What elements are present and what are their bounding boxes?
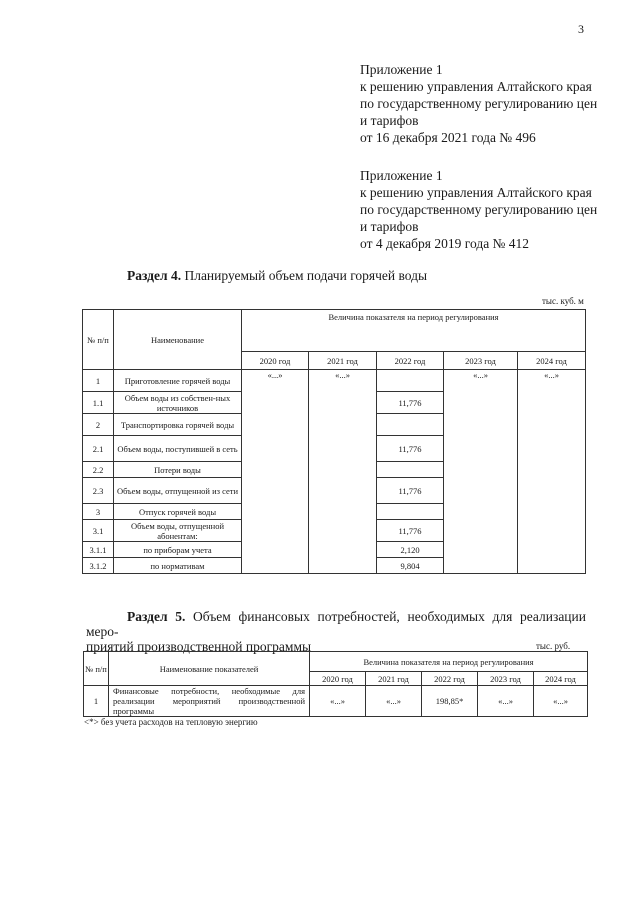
section4-title-bold: Раздел 4. — [127, 268, 182, 283]
row-name: Отпуск горячей воды — [114, 504, 242, 520]
annex-line: по государственному регулированию цен — [360, 96, 598, 111]
year-header: 2022 год — [377, 352, 444, 370]
row-num: 3.1 — [83, 520, 114, 542]
merged-value-2023: «...» — [444, 370, 518, 574]
row-name: Финансовые потребности, необходимые для реализации мероприятий производственной программы — [109, 686, 310, 717]
value-2022: 11,776 — [377, 478, 444, 504]
row-name: Объем воды, отпущенной абонентам: — [114, 520, 242, 542]
value-2022: 2,120 — [377, 542, 444, 558]
row-name: Объем воды из собствен-ных источников — [114, 392, 242, 414]
year-header: 2024 год — [534, 672, 588, 686]
row-num: 1.1 — [83, 392, 114, 414]
table-row — [83, 370, 586, 392]
row-name: Объем воды, отпущенной из сети — [114, 478, 242, 504]
section5-title-text: Объем финансовых потребностей, необходимых для реализации меро- — [86, 609, 586, 639]
value-2022: 11,776 — [377, 436, 444, 462]
page-number: 3 — [578, 22, 584, 36]
financial-needs-table — [83, 651, 588, 717]
row-name: Объем воды, поступившей в сеть — [114, 436, 242, 462]
col-num-header: № п/п — [83, 310, 114, 370]
annex-line: Приложение 1 — [360, 168, 443, 183]
year-header: 2020 год — [310, 672, 366, 686]
section5-title-bold: Раздел 5. — [127, 609, 186, 624]
annex-line: к решению управления Алтайского края — [360, 79, 592, 94]
merged-value-2024: «...» — [518, 370, 586, 574]
section5-unit: тыс. руб. — [536, 641, 571, 651]
annex-current — [360, 61, 597, 146]
row-num: 3 — [83, 504, 114, 520]
annex-line: и тарифов — [360, 219, 419, 234]
annex-line: от 16 декабря 2021 года № 496 — [360, 130, 536, 145]
footnote: <*> без учета расходов на тепловую энергию — [84, 717, 258, 727]
row-num: 1 — [84, 686, 109, 717]
year-header: 2020 год — [242, 352, 309, 370]
water-volume-table — [82, 309, 586, 574]
table-header-row — [83, 310, 586, 352]
year-header: 2022 год — [422, 672, 478, 686]
value-2022: 198,85* — [422, 686, 478, 717]
col-name-header: Наименование показателей — [109, 652, 310, 686]
value-2024: «...» — [534, 686, 588, 717]
row-num: 2.3 — [83, 478, 114, 504]
section5-title-line2: приятий производственной программы — [86, 639, 312, 654]
value-2023: «...» — [478, 686, 534, 717]
annex-line: и тарифов — [360, 113, 419, 128]
value-2022: 9,804 — [377, 558, 444, 574]
annex-line: к решению управления Алтайского края — [360, 185, 592, 200]
value-2022 — [377, 462, 444, 478]
value-2022: 11,776 — [377, 520, 444, 542]
row-num: 2.1 — [83, 436, 114, 462]
year-header: 2021 год — [309, 352, 377, 370]
section4-unit: тыс. куб. м — [542, 296, 584, 306]
table-row — [84, 686, 588, 717]
row-num: 3.1.1 — [83, 542, 114, 558]
row-num: 2 — [83, 414, 114, 436]
row-name: Приготовление горячей воды — [114, 370, 242, 392]
value-2022 — [377, 504, 444, 520]
merged-value-2020: «...» — [242, 370, 309, 574]
row-name: Транспортировка горячей воды — [114, 414, 242, 436]
row-num: 1 — [83, 370, 114, 392]
row-num: 3.1.2 — [83, 558, 114, 574]
section4-title — [127, 268, 427, 284]
annex-previous — [360, 167, 597, 252]
value-2022 — [377, 414, 444, 436]
year-header: 2024 год — [518, 352, 586, 370]
row-name: по приборам учета — [114, 542, 242, 558]
value-2021: «...» — [366, 686, 422, 717]
row-name: Потери воды — [114, 462, 242, 478]
value-2022: 11,776 — [377, 392, 444, 414]
merged-value-2021: «...» — [309, 370, 377, 574]
col-name-header: Наименование — [114, 310, 242, 370]
table-header-row — [84, 652, 588, 672]
section4-title-text: Планируемый объем подачи горячей воды — [181, 268, 428, 283]
value-2020: «...» — [310, 686, 366, 717]
annex-line: по государственному регулированию цен — [360, 202, 598, 217]
col-group-header: Величина показателя на период регулирования — [242, 310, 586, 352]
row-num: 2.2 — [83, 462, 114, 478]
value-2022 — [377, 370, 444, 392]
annex-line: от 4 декабря 2019 года № 412 — [360, 236, 530, 251]
section5-title — [86, 609, 586, 654]
year-header: 2023 год — [478, 672, 534, 686]
row-name: по нормативам — [114, 558, 242, 574]
annex-line: Приложение 1 — [360, 62, 443, 77]
year-header: 2023 год — [444, 352, 518, 370]
col-num-header: № п/п — [84, 652, 109, 686]
year-header: 2021 год — [366, 672, 422, 686]
col-group-header: Величина показателя на период регулирования — [310, 652, 588, 672]
